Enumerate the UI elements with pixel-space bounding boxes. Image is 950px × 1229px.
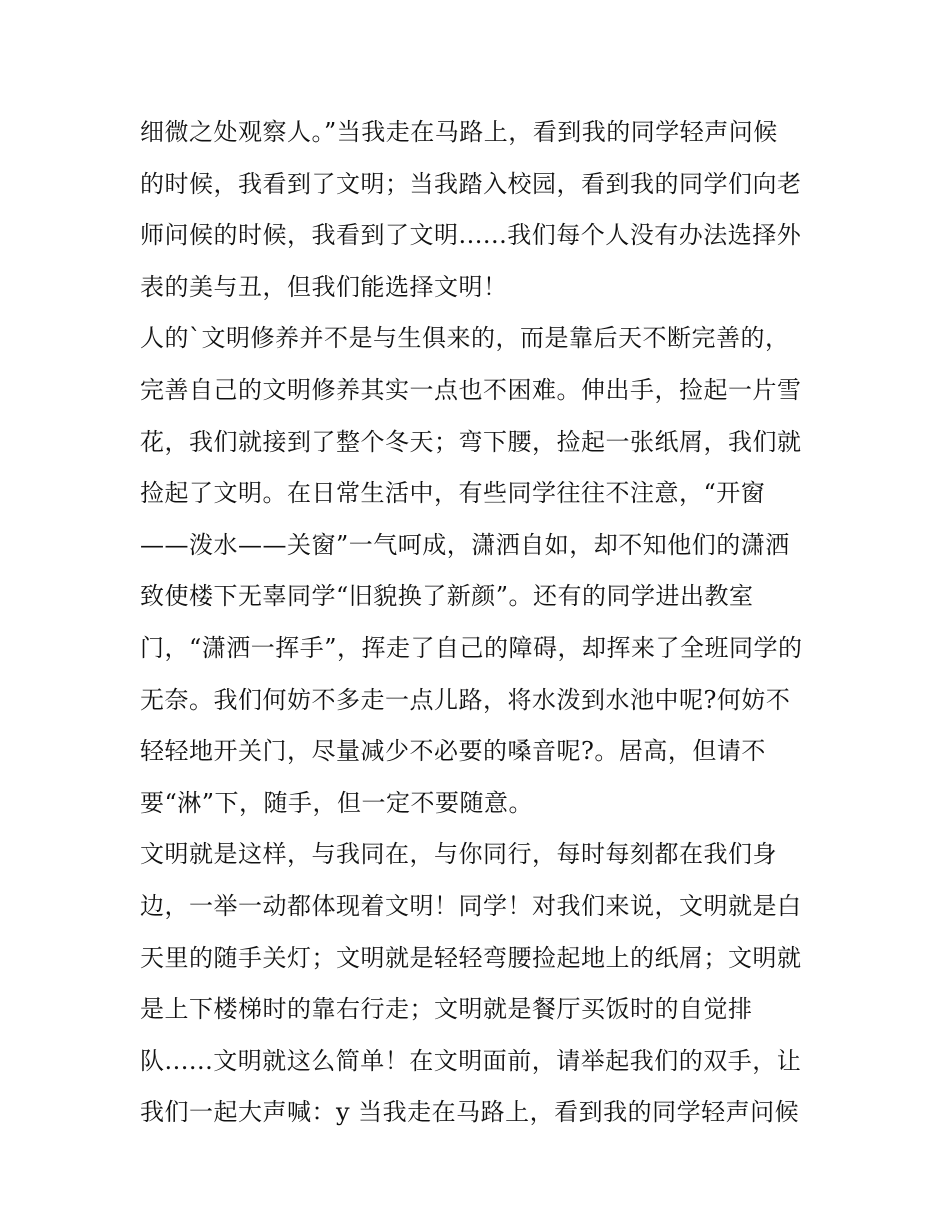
text-line-20: 我们一起大声喊：y 当我走在马路上，看到我的同学轻声问候 xyxy=(140,1098,800,1127)
text-line-16: 边，一举一动都体现着文明！同学！对我们来说，文明就是白 xyxy=(140,891,802,920)
text-line-4: 表的美与丑，但我们能选择文明！ xyxy=(140,272,508,301)
text-line-14: 要“淋”下，随手，但一定不要随意。 xyxy=(140,788,534,817)
text-line-8: 捡起了文明。在日常生活中，有些同学往往不注意，“开窗 xyxy=(140,479,766,508)
text-line-11: 门，“潇洒一挥手”，挥走了自己的障碍，却挥来了全班同学的 xyxy=(140,633,803,662)
text-line-5: 人的`文明修养并不是与生俱来的，而是靠后天不断完善的， xyxy=(140,324,790,353)
text-line-18: 是上下楼梯时的靠右行走；文明就是餐厅买饭时的自觉排 xyxy=(140,995,753,1024)
text-line-7: 花，我们就接到了整个冬天；弯下腰，捡起一张纸屑，我们就 xyxy=(140,427,802,456)
body-text xyxy=(140,107,830,1139)
text-line-2: 的时候，我看到了文明；当我踏入校园，看到我的同学们向老 xyxy=(140,169,802,198)
text-line-1: 细微之处观察人。”当我走在马路上，看到我的同学轻声问候 xyxy=(140,118,778,146)
text-line-13: 轻轻地开关门，尽量减少不必要的嗓音呢?。居高，但请不 xyxy=(140,737,766,766)
text-line-19: 队......文明就这么简单！在文明面前，请举起我们的双手，让 xyxy=(140,1046,802,1075)
text-line-6: 完善自己的文明修养其实一点也不困难。伸出手，捡起一片雪 xyxy=(140,375,802,404)
text-line-12: 无奈。我们何妨不多走一点儿路，将水泼到水池中呢?何妨不 xyxy=(140,685,791,714)
text-line-10: 致使楼下无辜同学“旧貌换了新颜”。还有的同学进出教室 xyxy=(140,582,754,611)
text-line-9: ——泼水——关窗”一气呵成，潇洒自如，却不知他们的潇洒 xyxy=(140,530,790,559)
text-line-15: 文明就是这样，与我同在，与你同行，每时每刻都在我们身 xyxy=(140,840,777,869)
text-line-17: 天里的随手关灯；文明就是轻轻弯腰捡起地上的纸屑；文明就 xyxy=(140,943,802,972)
text-line-3: 师问候的时候，我看到了文明......我们每个人没有办法选择外 xyxy=(140,221,802,250)
